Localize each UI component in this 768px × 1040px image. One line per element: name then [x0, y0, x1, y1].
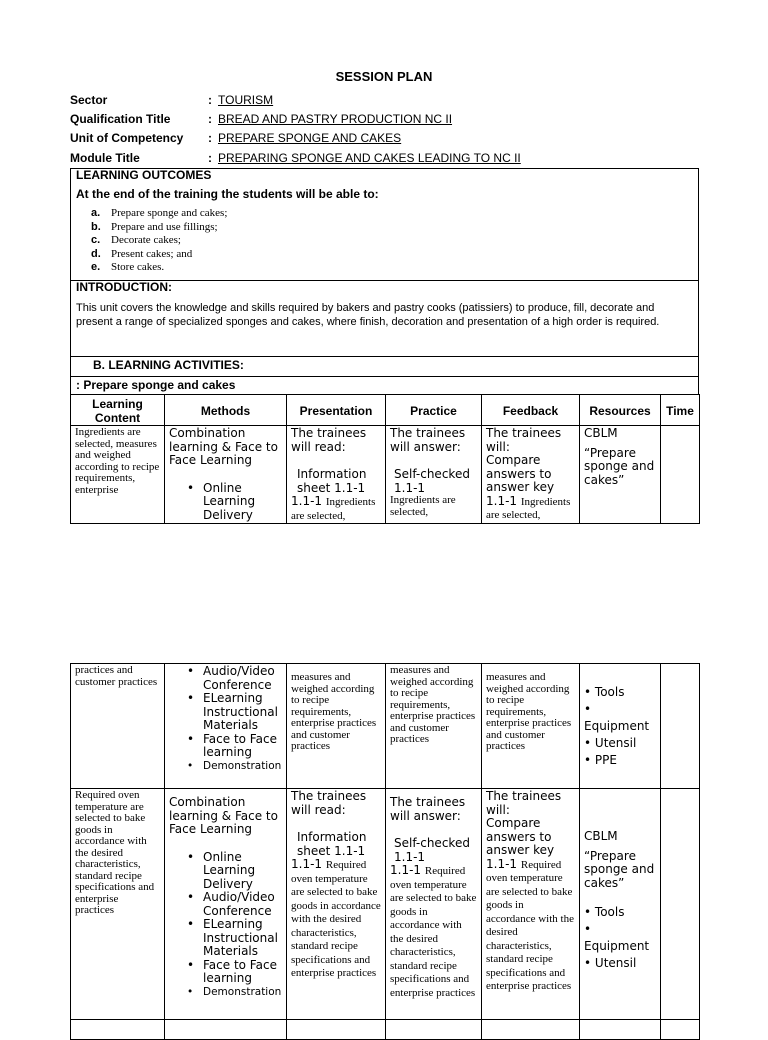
- feedback-cell: [482, 426, 580, 524]
- meta-row-module: [70, 148, 710, 167]
- meta-value: TOURISM: [218, 92, 274, 107]
- methods-cell: [165, 426, 287, 524]
- list-letter: e.: [91, 261, 101, 273]
- outcomes-list: [71, 207, 698, 275]
- list-text: Prepare sponge and cakes;: [111, 207, 228, 219]
- table-row: [71, 1020, 700, 1040]
- list-item: • Online Learning Delivery: [169, 482, 282, 523]
- feedback-intro: The trainees will:: [486, 426, 562, 454]
- feedback-text: Required oven temperature are selected to bake goods in accordance with the desired characteristics, standard recipe specifications and enterprise practices: [486, 858, 574, 992]
- list-item: • Utensil: [584, 735, 656, 752]
- list-item: [91, 207, 698, 221]
- meta-row-unit: [70, 129, 710, 148]
- prepare-sponge-heading: : Prepare sponge and cakes: [70, 376, 699, 395]
- learning-outcomes-heading: LEARNING OUTCOMES: [76, 168, 212, 182]
- learning-content-cell: [71, 1020, 165, 1040]
- list-item: [91, 234, 698, 248]
- list-item: • Face to Face learning: [169, 733, 282, 760]
- column-header: Learning Content: [71, 395, 165, 426]
- meta-label: Module Title: [70, 150, 140, 165]
- list-item: • Demonstration: [169, 760, 282, 774]
- list-item: • Audio/Video Conference: [169, 891, 282, 918]
- list-item: • Online Learning Delivery: [169, 851, 282, 892]
- meta-row-qualification: [70, 109, 710, 128]
- sheet-code: 1.1-1: [486, 493, 518, 508]
- practice-cell: [386, 426, 482, 524]
- practice-cell: measures and weighed according to recipe requirements, enterprise practices and customer practices: [386, 664, 482, 789]
- resources-list: [584, 684, 656, 769]
- feedback-text: Ingredients are selected,: [486, 495, 571, 521]
- meta-colon: :: [208, 111, 212, 126]
- meta-colon: :: [208, 131, 212, 146]
- learning-activities-heading: B. LEARNING ACTIVITIES:: [70, 356, 699, 377]
- presentation-intro: The trainees will read:: [291, 789, 367, 817]
- methods-intro: Combination learning & Face to Face Learning: [169, 426, 278, 467]
- methods-cell: [165, 1020, 287, 1040]
- list-item: • Demonstration: [169, 986, 282, 1000]
- sheet-code: 1.1-1: [486, 856, 518, 871]
- methods-list: [169, 482, 282, 523]
- meta-value: BREAD AND PASTRY PRODUCTION NC II: [218, 111, 453, 126]
- list-item: • Equipment: [584, 701, 656, 735]
- feedback-cell: [482, 789, 580, 1020]
- time-cell: [661, 664, 700, 789]
- list-item: • ELearning Instructional Materials: [169, 918, 282, 959]
- time-cell: [661, 1020, 700, 1040]
- methods-list: [169, 665, 282, 773]
- resources-cell: [580, 426, 661, 524]
- meta-value: PREPARE SPONGE AND CAKES: [218, 131, 402, 146]
- learning-content-cell: Required oven temperature are selected to bake goods in accordance with the desired characteristics, standard recipe specifications and enterprise practices: [71, 789, 165, 1020]
- self-check-label: Self-checked 1.1-1: [394, 836, 470, 864]
- answer-key-label: Compare answers to answer key: [486, 816, 555, 857]
- list-item: • Tools: [584, 684, 656, 701]
- table-row: [71, 789, 700, 1020]
- methods-list: [169, 851, 282, 1000]
- activities-table: [70, 394, 700, 524]
- presentation-cell: [287, 789, 386, 1020]
- list-text: Present cakes; and: [111, 247, 193, 260]
- methods-cell: [165, 789, 287, 1020]
- list-letter: b.: [91, 220, 101, 233]
- session-meta: [70, 90, 710, 167]
- list-letter: a.: [91, 207, 101, 219]
- table-header-row: [71, 395, 700, 426]
- practice-cell: [386, 1020, 482, 1040]
- table-row: [71, 426, 700, 524]
- list-text: Prepare and use fillings;: [111, 220, 218, 233]
- resources-cell: [580, 1020, 661, 1040]
- list-text: Decorate cakes;: [111, 234, 181, 246]
- activities-table-continued: [70, 663, 700, 1040]
- learning-content-cell: Ingredients are selected, measures and weighed according to recipe requirements, enterprise: [71, 426, 165, 524]
- introduction-heading: INTRODUCTION:: [76, 280, 172, 294]
- meta-value: PREPARING SPONGE AND CAKES LEADING TO NC II: [218, 150, 521, 165]
- self-check-label: Self-checked 1.1-1: [394, 467, 470, 495]
- learning-content-cell: practices and customer practices: [71, 664, 165, 789]
- list-item: [91, 261, 698, 275]
- column-header: Presentation: [287, 395, 386, 426]
- practice-cell: [386, 789, 482, 1020]
- meta-label: Qualification Title: [70, 111, 171, 126]
- time-cell: [661, 789, 700, 1020]
- practice-text: Ingredients are selected,: [390, 494, 456, 518]
- learning-outcomes-section: [70, 168, 699, 282]
- resource-module: “Prepare sponge and cakes”: [584, 848, 655, 890]
- practice-text: Required oven temperature are selected to bake goods in accordance with the desired characteristics, standard recipe specifications and enterprise practices: [390, 865, 477, 999]
- column-header: Methods: [165, 395, 287, 426]
- meta-colon: :: [208, 92, 212, 107]
- info-sheet-label: Information sheet 1.1-1: [297, 467, 367, 495]
- list-letter: d.: [91, 247, 101, 260]
- list-item: • PPE: [584, 752, 656, 769]
- feedback-cell: measures and weighed according to recipe requirements, enterprise practices and customer practices: [482, 664, 580, 789]
- list-item: • Tools: [584, 904, 656, 921]
- presentation-cell: [287, 1020, 386, 1040]
- list-item: [91, 221, 698, 235]
- list-item: • Equipment: [584, 921, 656, 955]
- presentation-text: Ingredients are selected,: [291, 496, 376, 522]
- list-item: • Face to Face learning: [169, 959, 282, 986]
- column-header: Practice: [386, 395, 482, 426]
- list-item: • ELearning Instructional Materials: [169, 692, 282, 733]
- resources-cell: [580, 664, 661, 789]
- resource-cblm: CBLM: [584, 426, 618, 440]
- list-item: • Utensil: [584, 955, 656, 972]
- table-row: [71, 664, 700, 789]
- resources-cell: [580, 789, 661, 1020]
- info-sheet-label: Information sheet 1.1-1: [297, 830, 367, 858]
- column-header: Time: [661, 395, 700, 426]
- resources-list: [584, 904, 656, 972]
- presentation-intro: The trainees will read:: [291, 426, 367, 454]
- presentation-text: Required oven temperature are selected to bake goods in accordance with the desired characteristics, standard recipe specifications and enterprise practices: [291, 859, 381, 979]
- sheet-code: 1.1-1: [291, 494, 323, 508]
- list-text: Store cakes.: [111, 261, 165, 273]
- column-header: Feedback: [482, 395, 580, 426]
- meta-label: Unit of Competency: [70, 131, 184, 146]
- column-header: Resources: [580, 395, 661, 426]
- practice-intro: The trainees will answer:: [390, 426, 466, 454]
- introduction-section: [70, 280, 699, 357]
- meta-row-sector: [70, 90, 710, 109]
- meta-label: Sector: [70, 92, 108, 107]
- answer-key-label: Compare answers to answer key: [486, 453, 555, 494]
- presentation-cell: [287, 426, 386, 524]
- meta-colon: :: [208, 150, 212, 165]
- list-letter: c.: [91, 234, 101, 246]
- feedback-intro: The trainees will:: [486, 789, 562, 817]
- list-item: [91, 248, 698, 262]
- list-item: • Audio/Video Conference: [169, 665, 282, 692]
- introduction-text: This unit covers the knowledge and skills required by bakers and pastry cooks (patissiers) to produce, fill, decorate and present a range of specialized sponges and cakes, where finish, decoration and presentation of a high order is required.: [76, 302, 660, 328]
- practice-intro: The trainees will answer:: [390, 795, 466, 823]
- resource-cblm: CBLM: [584, 829, 618, 843]
- methods-intro: Combination learning & Face to Face Learning: [169, 795, 278, 836]
- sheet-code: 1.1-1: [390, 863, 422, 877]
- time-cell: [661, 426, 700, 524]
- methods-cell: [165, 664, 287, 789]
- presentation-cell: measures and weighed according to recipe requirements, enterprise practices and customer practices: [287, 664, 386, 789]
- sheet-code: 1.1-1: [291, 857, 323, 871]
- feedback-cell: [482, 1020, 580, 1040]
- page-title: SESSION PLAN: [335, 69, 433, 84]
- learning-outcomes-intro: At the end of the training the students will be able to:: [76, 187, 379, 201]
- resource-module: “Prepare sponge and cakes”: [584, 445, 655, 487]
